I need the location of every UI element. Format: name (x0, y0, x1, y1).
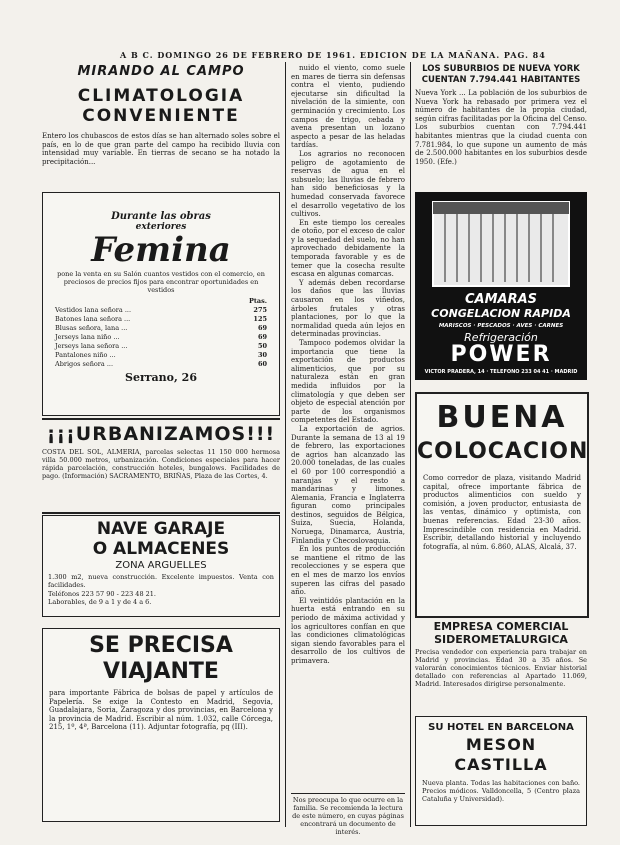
middle-paragraph: Tampoco podemos olvidar la importancia que tiene la exportación de productos alimenticios, que por su naturaleza están en gran medida influidos por la climatología y que deben ser objeto de especial atención por parte de los organismos competentes del Estado. (291, 339, 405, 425)
ad-femina (42, 192, 280, 416)
camaras-line1: CAMARAS (464, 292, 538, 307)
nave-text: 1.300 m2, nueva construcción. Excelente impuestos. Venta con facilidades. (48, 573, 274, 589)
ad-nave-garaje (42, 515, 280, 617)
section-title: MIRANDO AL CAMPO (77, 64, 245, 79)
femina-price-row (55, 333, 267, 342)
camaras-line4: Refrigeración (464, 331, 538, 344)
ad-viajante (42, 628, 280, 822)
middle-paragraph: La exportación de agrios. Durante la semana de 13 al 19 de febrero, las exportaciones de agrios han alcanzado las 20.000 toneladas, de las cuales el 60 por 100 correspondió a naranjas y el resto a mandarinas y limones. Alemania, Francia e Inglaterra figuran como principales destinos, seguidos de Bélgica, Suiza, Suecia, Holanda, Noruega, Dinamarca, Austria, Finlandia y Checoslovaquia. (291, 424, 405, 545)
middle-paragraph: nuido el viento, como suele en mares de tierra sin defensas contra el viento, pudiendo ejecutarse sin dificultad la nivelación de la simiente, con germinación y crecimiento. Los campos de trigo, cebada y avena presentan un lozano aspecto a pesar de las heladas tardías. (291, 64, 405, 150)
urbanizamos-text: COSTA DEL SOL, ALMERIA, parcelas selectas 11 150 000 hermosa villa 50.000 metros, urbanización. Condiciones especiales para hacer rápida parcelación, construcción hoteles, bungalows. Facilidades de pago. (Información) SACRAMENTO, BRIÑAS, Plaza de las Cortes, 4. (42, 448, 280, 480)
femina-item-price: 69 (257, 333, 267, 341)
empresa-text: Precisa vendedor con experiencia para trabajar en Madrid y provincias. Edad 30 a 35 años. Se valorarán conocimientos técnicos. Enviar historial detallado con referencias al Apartado 11.069, Madrid. Interesados dirigirse personalmente. (415, 648, 587, 688)
femina-price-row (55, 315, 267, 324)
femina-item-price: 275 (253, 306, 267, 314)
femina-item-price: 30 (257, 351, 267, 359)
middle-paragraph: Los agrarios no reconocen peligro de agotamiento de reservas de agua en el subsuelo; las lluvias de febrero han sido beneficiosas y la humedad conservada favorece el desarrollo vegetativo de los cultivos. (291, 149, 405, 219)
article-climatologia (42, 86, 280, 166)
femina-item-label: Pantalones niño ... (55, 351, 116, 359)
femina-price-row (55, 342, 267, 351)
fridge-illustration (415, 196, 587, 296)
middle-footer-text: Nos preocupa lo que ocurre en la familia. Se recomienda la lectura de este número, en cuyas páginas encontrará un documento de interés. (292, 796, 404, 836)
colocacion-text: Como corredor de plaza, visitando Madrid capital, ofrece importante fábrica de productos alimenticios con sueldo y comisión, a joven productor, entusiasta de las ventas, dinámico y optimista, con buenas referencias. Edad 23-30 años. Imprescindible con residencia en Madrid. Escribir, detallando historial y incluyendo fotografía, al núm. 6.860, ALAS, Alcalá, 37. (423, 474, 581, 551)
femina-item-price: 125 (253, 315, 267, 323)
femina-item-label: Jerseys lana señora ... (55, 342, 128, 350)
colocacion-line1: BUENA (436, 400, 568, 435)
urbanizamos-title: ¡¡¡URBANIZAMOS!!! (46, 423, 276, 445)
article-suburbios (415, 64, 587, 190)
camaras-line3: MARISCOS · PESCADOS · AVES · CARNES (438, 323, 564, 329)
suburbios-text: Nueva York ... La población de los suburbios de Nueva York ha rebasado por primera vez el número de habitantes de la propia ciudad, según cifras facilitadas por la Oficina del Censo. Los suburbios cuentan con 7.794.441 habitantes mientras que la ciudad cuenta con 7.781.984, lo que supone un aumento de más de 2.500.000 habitantes en los suburbios desde 1950. (Efe.) (415, 89, 587, 166)
femina-price-row (55, 360, 267, 369)
article-title-line1: CLIMATOLOGIA (77, 86, 245, 106)
middle-paragraph: El veintidós plantación en la huerta está entrando en su periodo de máxima actividad y los agricultores confían en que las condiciones climatológicas sigan siendo favorables para el desarrollo de los cultivos de primavera. (291, 596, 405, 665)
femina-item-label: Blusas señora, lana ... (55, 324, 128, 332)
suburbios-title1: LOS SUBURBIOS DE NUEVA YORK (422, 64, 580, 74)
camaras-address: VICTOR PRADERA, 14 · TELEFONO 233 04 41 · MADRID (424, 369, 578, 375)
nave-phones: Teléfonos 223 57 90 - 223 48 21. (48, 590, 156, 598)
meson-line1: SU HOTEL EN BARCELONA (428, 722, 574, 733)
nave-hours: Laborables, de 9 a 1 y de 4 a 6. (48, 598, 152, 606)
femina-address: Serrano, 26 (125, 371, 197, 384)
femina-price-row (55, 324, 267, 333)
middle-paragraph: Y además deben recordarse los daños que las lluvias causaron en los viñedos, árboles frutales y otras plantaciones, por lo que la normalidad queda aún lejos en determinadas provincias. (291, 278, 405, 339)
viajante-line1: SE PRECISA (89, 633, 233, 658)
empresa-line1: EMPRESA COMERCIAL (433, 620, 569, 633)
femina-col-head: Ptas. (248, 297, 267, 305)
ad-meson-castilla (415, 716, 587, 826)
femina-item-label: Abrigos señora ... (55, 360, 114, 368)
femina-item-label: Batones lana señora ... (55, 315, 131, 323)
femina-subtitle1: Durante las obras (111, 211, 211, 222)
femina-price-row (55, 351, 267, 360)
ad-camaras-power (415, 192, 587, 380)
article-title-line2: CONVENIENTE (82, 106, 240, 126)
ad-urbanizamos (42, 418, 280, 514)
viajante-line2: VIAJANTE (103, 659, 219, 684)
meson-text: Nueva planta. Todas las habitaciones con baño. Precios módicos. Valldoncella, 5 (Centro plaza Cataluña y Universidad). (422, 779, 580, 803)
middle-footer-notice (291, 793, 405, 836)
column-rule-right (410, 62, 411, 827)
middle-paragraph: En este tiempo los cereales de otoño, por el exceso de calor y la sequedad del suelo, no han aprovechado debidamente la temporada favorable y es de temer que la cosecha resulte escasa en algunas comarcas. (291, 218, 405, 279)
page-header: A B C. DOMINGO 26 DE FEBRERO DE 1961. EDICION DE LA MAÑANA. PAG. 84 (120, 50, 546, 60)
article-lead: Entero los chubascos de estos días se han alternado soles sobre el país, en lo de que gran parte del campo ha recibido lluvia con intensidad muy variable. En tierras de secano se ha notado la precipitación... (42, 132, 280, 166)
column-rule-left (285, 62, 286, 827)
femina-subtitle2: exteriores (135, 222, 187, 232)
empresa-line2: SIDEROMETALURGICA (434, 633, 568, 646)
suburbios-title2: CUENTAN 7.794.441 HABITANTES (421, 75, 581, 85)
column-middle (291, 64, 405, 789)
middle-paragraph: En los puntos de producción se mantiene el ritmo de las recolecciones y se espera que en el mes de marzo los envíos superen las cifras del pasado año. (291, 545, 405, 597)
nave-line1: NAVE GARAJE (96, 519, 226, 539)
ad-empresa-comercial (415, 620, 587, 712)
femina-item-price: 69 (257, 324, 267, 332)
femina-brand: Femina (91, 230, 231, 270)
viajante-text: para importante Fábrica de bolsas de papel y artículos de Papelería. Se exige la Contesto en Madrid, Segovia, Guadalajara, Soria, Zaragoza y dos provincias, en Barcelona y la provincia de Madrid. Escribir al núm. 1.032, calle Córcega, 215, 1º, 4ª, Barcelona (11). Adjuntar fotografía, pq (III). (49, 689, 273, 732)
nave-line2: O ALMACENES (92, 539, 230, 559)
camaras-brand: POWER (450, 342, 552, 367)
nave-line3: ZONA ARGUELLES (115, 560, 207, 571)
femina-price-row (55, 306, 267, 315)
middle-article (291, 64, 405, 666)
colocacion-line2: COLOCACION (417, 439, 589, 464)
ad-buena-colocacion (415, 392, 589, 618)
femina-item-price: 60 (257, 360, 267, 368)
femina-note: pone la venta en su Salón cuantos vestidos con el comercio, en preciosos de precios fijos para encontrar oportunidades en vestidos (57, 270, 265, 294)
section-mirando (42, 64, 280, 79)
meson-line2: MESON CASTILLA (454, 735, 548, 774)
femina-price-list (55, 306, 267, 369)
femina-item-price: 50 (257, 342, 267, 350)
femina-item-label: Jerseys lana niño ... (55, 333, 120, 341)
camaras-line2: CONGELACION RAPIDA (431, 307, 571, 320)
femina-item-label: Vestidos lana señora ... (55, 306, 132, 314)
